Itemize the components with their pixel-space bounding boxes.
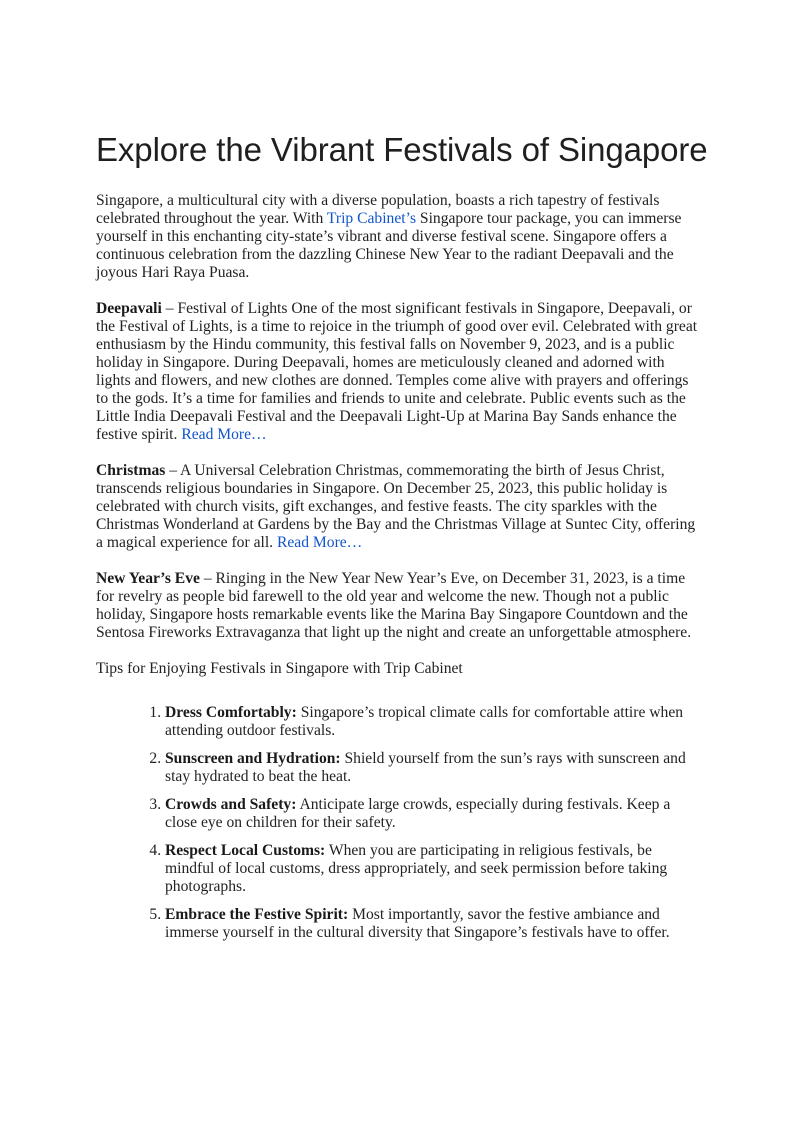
tip-item <box>165 704 700 740</box>
tip-text: Anticipate large crowds, especially during festivals. Keep a close eye on children for their safety. <box>165 796 671 831</box>
intro-text-before: Singapore, a multicultural city with a diverse population, boasts a rich tapestry of festivals celebrated throughout the year. With <box>96 192 660 227</box>
tip-item <box>165 842 700 896</box>
festival-christmas <box>96 462 700 552</box>
tip-text: When you are participating in religious festivals, be mindful of local customs, dress appropriately, and seek permission before taking photographs. <box>165 842 668 895</box>
tip-text: Singapore’s tropical climate calls for comfortable attire when attending outdoor festivals. <box>165 704 684 739</box>
read-more-link[interactable]: Read More… <box>181 426 267 443</box>
festival-description: – Festival of Lights One of the most significant festivals in Singapore, Deepavali, or the Festival of Lights, is a time to rejoice in the triumph of good over evil. Celebrated with great enthusiasm by the Hindu community, this festival falls on November 9, 2023, and is a public holiday in Singapore. During Deepavali, homes are meticulously cleaned and adorned with lights and flowers, and new clothes are donned. Temples come alive with prayers and offerings to the gods. It’s a time for families and friends to unite and celebrate. Public events such as the Little India Deepavali Festival and the Deepavali Light-Up at Marina Bay Sands enhance the festive spirit. <box>96 300 698 443</box>
intro-text-after: Singapore tour package, you can immerse yourself in this enchanting city-state’s vibrant and diverse festival scene. Singapore offers a continuous celebration from the dazzling Chinese New Year to the radiant Deepavali and the joyous Hari Raya Puasa. <box>96 210 682 281</box>
festival-name: New Year’s Eve <box>96 570 200 587</box>
tip-text: Shield yourself from the sun’s rays with sunscreen and stay hydrated to beat the heat. <box>165 750 686 785</box>
trip-cabinet-link[interactable]: Trip Cabinet’s <box>326 210 417 227</box>
festival-name: Christmas <box>96 462 166 479</box>
tip-label: Dress Comfortably: <box>165 704 297 721</box>
festival-name: Deepavali <box>96 300 162 317</box>
tip-label: Embrace the Festive Spirit: <box>165 906 349 923</box>
tip-label: Crowds and Safety: <box>165 796 297 813</box>
tips-list <box>96 704 700 942</box>
festival-description: – Ringing in the New Year New Year’s Eve, on December 31, 2023, is a time for revelry as people bid farewell to the old year and welcome the new. Though not a public holiday, Singapore hosts remarkable events like the Marina Bay Singapore Countdown and the Sentosa Fireworks Extravaganza that light up the night and create an unforgettable atmosphere. <box>96 570 692 641</box>
festival-deepavali <box>96 300 700 444</box>
tip-item <box>165 750 700 786</box>
tip-item <box>165 906 700 942</box>
tip-label: Respect Local Customs: <box>165 842 326 859</box>
tips-heading: Tips for Enjoying Festivals in Singapore with Trip Cabinet <box>96 660 463 677</box>
page-title: Explore the Vibrant Festivals of Singapore <box>96 131 708 168</box>
tip-label: Sunscreen and Hydration: <box>165 750 341 767</box>
tip-item <box>165 796 700 832</box>
tip-text: Most importantly, savor the festive ambiance and immerse yourself in the cultural diversity that Singapore’s festivals have to offer. <box>165 906 670 941</box>
read-more-link[interactable]: Read More… <box>276 534 363 551</box>
festival-new-years-eve <box>96 570 700 642</box>
festival-description: – A Universal Celebration Christmas, commemorating the birth of Jesus Christ, transcends religious boundaries in Singapore. On December 25, 2023, this public holiday is celebrated with church visits, gift exchanges, and festive feasts. The city sparkles with the Christmas Wonderland at Gardens by the Bay and the Christmas Village at Suntec City, offering a magical experience for all. <box>96 462 696 551</box>
intro-paragraph <box>96 192 700 282</box>
document-page <box>96 128 708 952</box>
